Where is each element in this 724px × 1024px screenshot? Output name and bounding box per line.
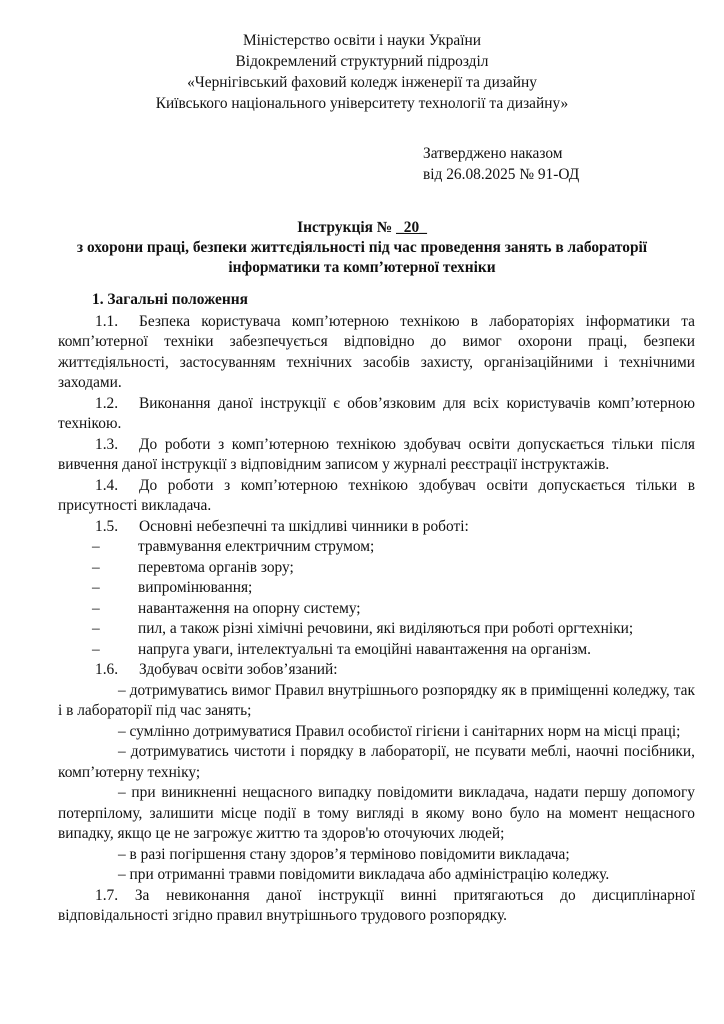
paragraph-1-6 — [58, 660, 695, 681]
title-prefix: Інструкція № — [297, 219, 397, 236]
approval-order-line: від 26.08.2025 № 91-ОД — [423, 166, 580, 183]
list-item — [58, 537, 695, 558]
title-line-2: з охорони праці, безпеки життєдіяльності під час проведення занять в лабораторії — [76, 239, 648, 256]
ministry-line: Міністерство освіти і науки України — [242, 32, 482, 49]
duty-item: – в разі погіршення стану здоров’я терміново повідомити викладача; — [118, 845, 570, 863]
paragraph-text: Основні небезпечні та шкідливі чинники в роботі: — [139, 517, 469, 535]
college-line: «Чернігівський фаховий коледж інженерії та дизайну — [187, 74, 537, 91]
paragraph-1-5 — [58, 517, 695, 538]
paragraph-text: Безпека користувача комп’ютерною технікою в лабораторіях інформатики та комп’ютерної техніки забезпечується відповідно до вимог охорони праці, безпеки життєдіяльності, застосуванням технічних засобів захисту, організаційними і технічними заходами. — [58, 312, 695, 391]
approval-line: Затверджено наказом — [423, 145, 563, 162]
list-item — [58, 599, 695, 620]
dash-marker: – — [92, 640, 100, 658]
paragraph-1-7: 1.7. За невиконання даної інструкції винні притягаються до дисциплінарної відповідальності згідно правил внутрішнього трудового розпорядку. — [58, 886, 695, 924]
paragraph-text: До роботи з комп’ютерною технікою здобувач освіти допускається тільки в присутності викладача. — [58, 476, 695, 514]
paragraph-1-1 — [58, 312, 695, 394]
paragraph-1-4 — [58, 476, 695, 517]
duty-item: – сумлінно дотримуватися Правил особистої гігієни і санітарних норм на місці праці; — [118, 722, 681, 740]
paragraph-number: 1.2. — [95, 394, 119, 412]
instruction-number: _20_ — [396, 219, 427, 236]
approval-block — [423, 143, 579, 185]
list-item — [58, 558, 695, 579]
paragraph-number: 1.5. — [95, 517, 119, 535]
duty-item: – при виникненні нещасного випадку повідомити викладача, надати першу допомогу потерпілому, залишити місце події в тому вигляді в якому воно було на момент нещасного випадку, якщо це не загрожує життю та здоров'ю оточуючих людей; — [58, 784, 695, 842]
list-item-text: перевтома органів зору; — [138, 558, 294, 576]
paragraph-number: 1.4. — [95, 476, 119, 494]
dash-marker: – — [92, 620, 100, 637]
paragraph-text: Виконання даної інструкції є обов’язковим для всіх користувачів комп’ютерною технікою. — [58, 394, 695, 432]
list-item-text: травмування електричним струмом; — [138, 538, 375, 555]
document-body — [58, 290, 695, 927]
list-item — [58, 578, 695, 599]
university-line: Київського національного університету технології та дизайну» — [155, 95, 569, 112]
paragraph-text: До роботи з комп’ютерною технікою здобувач освіти допускається тільки після вивчення даної інструкції з відповідним записом у журналі реєстрації інструктажів. — [58, 435, 695, 473]
section-heading: 1. Загальні положення — [92, 291, 248, 308]
list-item — [58, 619, 695, 640]
duty-item: – дотримуватись вимог Правил внутрішнього розпорядку як в приміщенні коледжу, так і в лабораторії під час занять; — [58, 681, 695, 719]
paragraph-1-2 — [58, 394, 695, 435]
dash-marker: – — [92, 599, 100, 617]
list-item — [58, 640, 695, 661]
list-item-text: навантаження на опорну систему; — [138, 599, 361, 617]
paragraph-text: Здобувач освіти зобов’язаний: — [139, 661, 338, 678]
dash-marker: – — [92, 579, 100, 596]
document-title — [40, 218, 684, 278]
subdivision-line: Відокремлений структурний підрозділ — [235, 53, 489, 70]
duty-item: – при отриманні травми повідомити викладача або адміністрацію коледжу. — [118, 866, 610, 883]
paragraph-number: 1.6. — [95, 661, 119, 678]
dash-marker: – — [92, 558, 100, 576]
paragraph-1-3 — [58, 435, 695, 476]
list-item-text: пил, а також різні хімічні речовини, які виділяються при роботі оргтехніки; — [138, 620, 634, 637]
list-item-text: напруга уваги, інтелектуальні та емоційні навантаження на організм. — [138, 640, 591, 658]
document-header — [0, 30, 724, 114]
paragraph-number: 1.3. — [95, 435, 119, 453]
title-line-3: інформатики та комп’ютерної техніки — [228, 259, 496, 276]
duty-item: – дотримуватись чистоти і порядку в лабораторії, не псувати меблі, наочні посібники, комп’ютерну техніку; — [58, 743, 695, 781]
dash-marker: – — [92, 538, 100, 555]
paragraph-number: 1.1. — [95, 312, 119, 330]
title-line-1 — [40, 218, 684, 238]
list-item-text: випромінювання; — [138, 579, 253, 596]
